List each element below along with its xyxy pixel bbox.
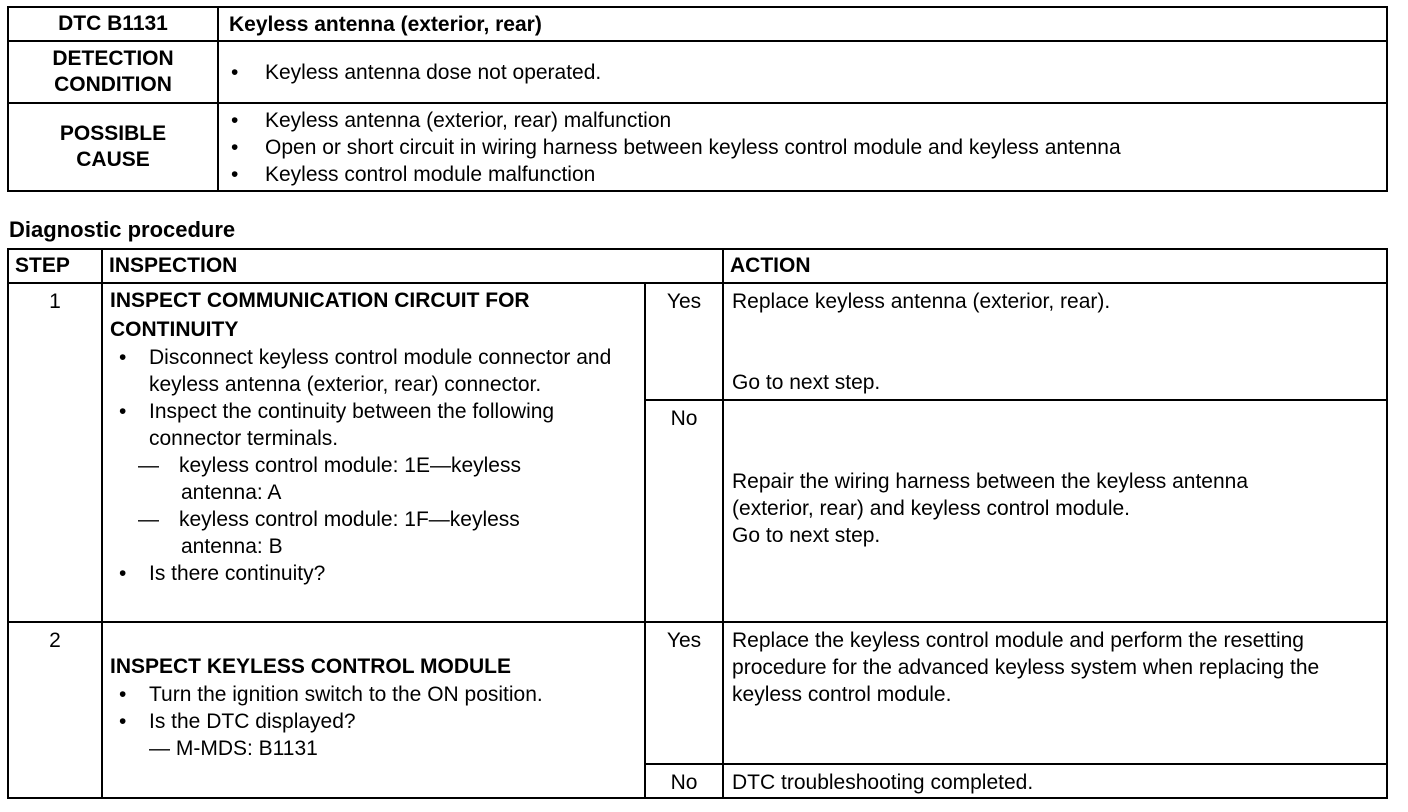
header-inspection: INSPECTION <box>102 249 723 283</box>
cause-item: • Keyless control module malfunction <box>219 161 1386 188</box>
sub-item-line1: keyless control module: 1F—keyless <box>179 508 520 531</box>
header-step: STEP <box>8 249 102 283</box>
no-action-line2: (exterior, rear) and keyless control module. <box>732 497 1131 520</box>
section-title: Diagnostic procedure <box>9 217 236 242</box>
diagnostic-procedure-table <box>7 248 1388 799</box>
step-1-title-line1: INSPECT COMMUNICATION CIRCUIT FOR <box>110 289 530 312</box>
cause-label-line1: POSSIBLE <box>59 122 167 145</box>
no-action <box>723 400 1387 622</box>
no-action-line1: Repair the wiring harness between the keyless antenna <box>732 470 1248 493</box>
sub-item-dash: — <box>138 508 159 531</box>
cause-item: • Keyless antenna (exterior, rear) malfunction <box>219 107 1386 134</box>
yes-action-line1: Replace keyless antenna (exterior, rear). <box>732 290 1111 313</box>
inspection-item: • Is the DTC displayed? <box>110 708 638 735</box>
sub-item-line2: antenna: A <box>181 481 282 504</box>
dtc-title: Keyless antenna (exterior, rear) <box>218 7 1387 41</box>
inspection-item: • Inspect the continuity between the following connector terminals. <box>110 398 638 452</box>
cause-item: • Open or short circuit in wiring harness between keyless control module and keyless antenna <box>219 134 1386 161</box>
dtc-info-table <box>7 6 1388 192</box>
detection-item: • Keyless antenna dose not operated. <box>219 59 1386 86</box>
header-action: ACTION <box>723 249 1387 283</box>
sub-item <box>138 506 638 533</box>
sub-item-dash: — <box>138 454 159 477</box>
inspection-question: • Is there continuity? <box>110 560 638 587</box>
sub-item <box>138 452 638 479</box>
step-2-title: INSPECT KEYLESS CONTROL MODULE <box>110 655 511 678</box>
no-label: No <box>645 764 723 798</box>
detection-condition-value <box>218 41 1387 103</box>
step-1-inspection <box>102 283 645 622</box>
yes-action-line2: Go to next step. <box>732 371 881 394</box>
no-label: No <box>645 400 723 622</box>
step-number: 1 <box>8 283 102 622</box>
step-number: 2 <box>8 622 102 798</box>
step-2-inspection <box>102 622 645 798</box>
cause-label-line2: CAUSE <box>76 148 150 171</box>
inspection-item: • Turn the ignition switch to the ON position. <box>110 681 638 708</box>
detection-condition-label <box>8 41 218 103</box>
detection-label-line1: DETECTION <box>52 47 174 70</box>
no-action: DTC troubleshooting completed. <box>723 764 1387 798</box>
possible-cause-value <box>218 103 1387 191</box>
inspection-item: • Disconnect keyless control module connector and keyless antenna (exterior, rear) connector. <box>110 344 638 398</box>
detection-label-line2: CONDITION <box>54 73 172 96</box>
step-1-title-line2: CONTINUITY <box>110 318 239 341</box>
yes-action: Replace the keyless control module and perform the resetting procedure for the advanced keyless system when replacing the keyless control module. <box>723 622 1387 764</box>
sub-item-line1: keyless control module: 1E—keyless <box>179 454 521 477</box>
yes-label: Yes <box>645 283 723 400</box>
no-action-line3: Go to next step. <box>732 524 881 547</box>
yes-action <box>723 283 1387 400</box>
yes-label: Yes <box>645 622 723 764</box>
dtc-code: DTC B1131 <box>8 7 218 41</box>
possible-cause-label <box>8 103 218 191</box>
sub-item-line2: antenna: B <box>181 535 283 558</box>
sub-item: — M-MDS: B1131 <box>149 737 318 760</box>
